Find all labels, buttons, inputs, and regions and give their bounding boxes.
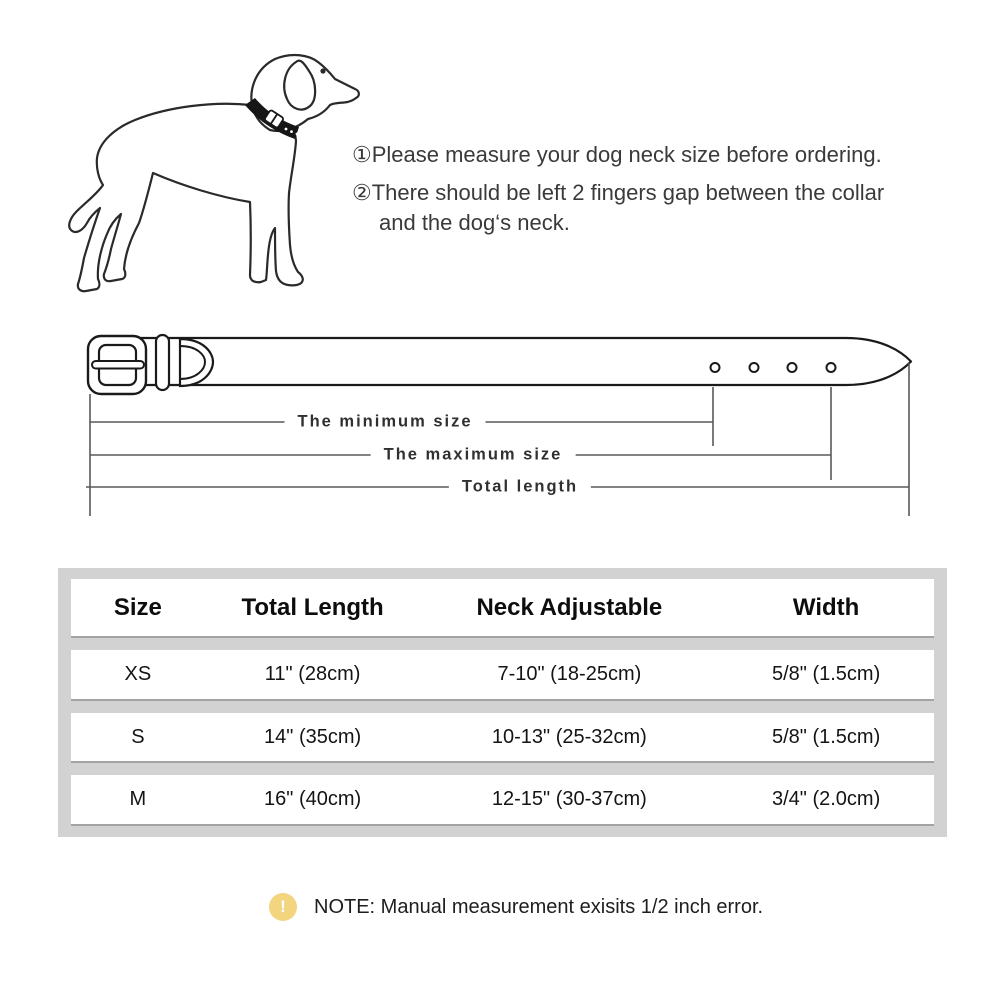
instructions bbox=[352, 140, 952, 238]
dog-body-outline bbox=[69, 104, 303, 291]
label-total-length: Total length bbox=[449, 478, 591, 497]
cell-total-length: 14" (35cm) bbox=[264, 725, 362, 748]
collar-buckle bbox=[88, 336, 146, 394]
table-row-s bbox=[71, 713, 934, 764]
header-size: Size bbox=[113, 593, 162, 621]
header-width: Width bbox=[792, 593, 860, 621]
exclamation-icon: ! bbox=[269, 893, 297, 921]
instruction-item-1: ①Please measure your dog neck size before ordering. bbox=[352, 142, 882, 167]
collar-measurement-diagram bbox=[50, 325, 950, 525]
cell-total-length: 16" (40cm) bbox=[264, 788, 362, 811]
label-maximum-size: The maximum size bbox=[371, 446, 576, 465]
table-row-m bbox=[71, 775, 934, 826]
label-minimum-size: The minimum size bbox=[284, 413, 485, 432]
dog-illustration bbox=[55, 45, 375, 305]
instruction-item-2: ②There should be left 2 fingers gap between the collar and the dog‘s neck. bbox=[352, 180, 885, 235]
cell-width: 5/8" (1.5cm) bbox=[771, 662, 881, 685]
cell-neck-adjustable: 10-13" (25-32cm) bbox=[491, 725, 647, 748]
cell-neck-adjustable: 7-10" (18-25cm) bbox=[497, 662, 642, 685]
cell-width: 5/8" (1.5cm) bbox=[771, 725, 881, 748]
cell-total-length: 11" (28cm) bbox=[264, 662, 361, 685]
note-text: NOTE: Manual measurement exisits 1/2 inch error. bbox=[314, 895, 764, 918]
table-row-xs bbox=[71, 650, 934, 701]
size-table-header bbox=[71, 579, 934, 638]
collar-keeper bbox=[156, 335, 169, 390]
cell-width: 3/4" (2.0cm) bbox=[771, 788, 881, 811]
collar-strap bbox=[140, 338, 911, 385]
buckle-prong bbox=[92, 361, 144, 369]
cell-size: S bbox=[131, 725, 145, 748]
cell-size: M bbox=[129, 788, 147, 811]
dog-with-collar-drawing bbox=[55, 45, 375, 305]
header-neck-adjustable: Neck Adjustable bbox=[476, 593, 663, 621]
dog-eye bbox=[320, 68, 325, 73]
size-table bbox=[58, 568, 947, 837]
header-total-length: Total Length bbox=[241, 593, 384, 621]
cell-neck-adjustable: 12-15" (30-37cm) bbox=[491, 788, 647, 811]
cell-size: XS bbox=[124, 662, 152, 685]
note bbox=[269, 893, 763, 921]
